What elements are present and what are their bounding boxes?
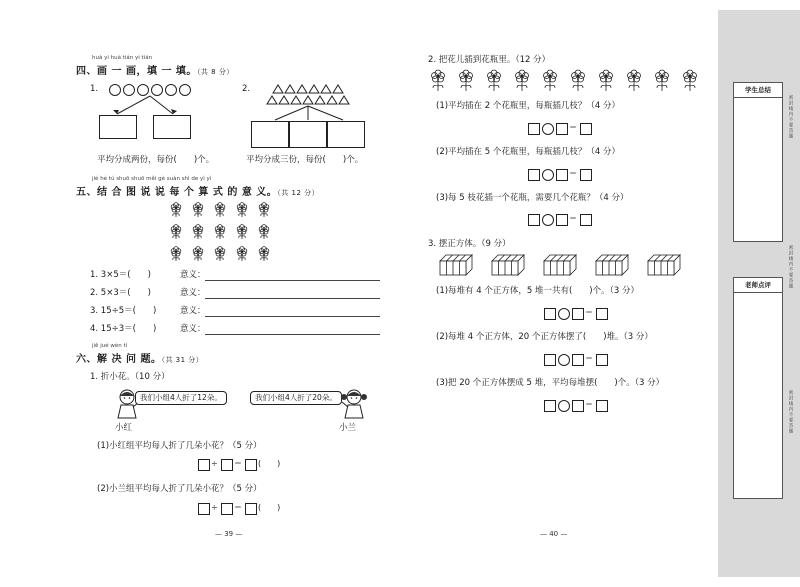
p1q1-eq: ＝	[234, 459, 242, 468]
p3q3-box-3[interactable]	[596, 400, 608, 412]
seal-text-2: 密封线内不要答题	[788, 245, 793, 289]
p1q2-div: ÷	[211, 503, 218, 512]
flower-icon	[432, 70, 697, 91]
circle-icon[interactable]	[558, 400, 570, 412]
problem2-q2: (2)平均插在 5 个花瓶里，每瓶插几枝？（4 分）	[436, 147, 620, 157]
circle-icon[interactable]	[558, 308, 570, 320]
p3q3-box-1[interactable]	[544, 400, 556, 412]
teacher-comment-title: 老师点评	[734, 278, 782, 293]
eq-line-3-meaning: 意义：	[180, 306, 206, 316]
section4-title	[76, 62, 234, 77]
seal-text-1: 密封线内不要答题	[788, 95, 793, 139]
p1q2-box-3[interactable]	[245, 503, 257, 515]
problem3-q1: (1)每堆有 4 个正方体，5 堆一共有( )个。（3 分）	[436, 286, 639, 296]
seal-text-3: 密封线内不要答题	[788, 390, 793, 434]
section6-title-text: 六、解 决 问 题。	[76, 354, 162, 365]
p1q2-box-2[interactable]	[221, 503, 233, 515]
q2-answer-box-3[interactable]	[327, 121, 365, 148]
problem2-title: 2. 把花儿插到花瓶里。（12 分）	[428, 55, 551, 65]
q1-number: 1.	[90, 84, 99, 94]
p3q1-box-2[interactable]	[572, 308, 584, 320]
q1-answer-box-1[interactable]	[99, 115, 137, 139]
problem1-q2: (2)小兰组平均每人折了几朵小花？（5 分）	[97, 484, 262, 494]
q2-text: 平均分成三份，每份( )个。	[246, 155, 364, 165]
p3q3-box-2[interactable]	[572, 400, 584, 412]
section6-title	[76, 350, 203, 365]
section4-score: （共 8 分）	[196, 68, 234, 76]
p3q1-box-3[interactable]	[596, 308, 608, 320]
section5-title	[76, 183, 319, 198]
eq-line-1-answer[interactable]	[205, 280, 380, 281]
section5-title-text: 五、结 合 图 说 说 每 个 算 式 的 意 义。	[76, 187, 278, 198]
problem2-q1: (1)平均插在 2 个花瓶里，每瓶插几枝？（4 分）	[436, 101, 620, 111]
problem3-q2: (2)每堆 4 个正方体，20 个正方体摆了( )堆。（3 分）	[436, 332, 653, 342]
circle-icon[interactable]	[542, 123, 554, 135]
problem3-title: 3. 摆正方体。（9 分）	[428, 239, 511, 249]
p3q3-eq: ＝	[585, 400, 593, 409]
p1q1-box-1[interactable]	[198, 459, 210, 471]
q2-number: 2.	[242, 84, 251, 94]
p2q3-box-1[interactable]	[528, 214, 540, 226]
p2q1-box-1[interactable]	[528, 123, 540, 135]
p1q2-eq: ＝	[234, 503, 242, 512]
p2q2-box-3[interactable]	[580, 169, 592, 181]
p1q1-box-2[interactable]	[221, 459, 233, 471]
section5-pinyin: jié hé tú shuō shuō měi gè suàn shì de yì yì	[92, 176, 212, 182]
p1q1-div: ÷	[211, 459, 218, 468]
section6-score: （共 31 分）	[161, 356, 204, 364]
section5-score: （共 12 分）	[277, 189, 320, 197]
eq-line-1: 1. 3×5＝( )	[90, 270, 151, 280]
problem1-title: 1. 折小花。（10 分）	[90, 372, 170, 382]
p1q2-paren: ( )	[258, 503, 281, 512]
section4-pinyin: huà yi huà tián yi tián	[92, 55, 153, 61]
page-number-left: — 39 —	[215, 530, 243, 538]
p3q2-box-1[interactable]	[544, 354, 556, 366]
girl-icon	[340, 388, 368, 422]
circle-icon[interactable]	[542, 214, 554, 226]
p3q2-box-3[interactable]	[596, 354, 608, 366]
eq-line-4-answer[interactable]	[205, 334, 380, 335]
circle-icon	[110, 85, 191, 96]
speech-bubble-2: 我们小组4人折了20朵。	[250, 391, 342, 405]
eq-line-4: 4. 15÷3＝( )	[90, 324, 157, 334]
p2q1-box-3[interactable]	[580, 123, 592, 135]
p3q1-eq: ＝	[585, 308, 593, 317]
q1-text: 平均分成两份，每份( )个。	[97, 155, 215, 165]
p2q2-box-2[interactable]	[556, 169, 568, 181]
p2q3-eq: ＝	[569, 214, 577, 223]
p2q2-eq: ＝	[569, 169, 577, 178]
student-summary-title: 学生总结	[734, 83, 782, 98]
problem2-q3: (3)每 5 枝花插一个花瓶，需要几个花瓶？（4 分）	[436, 193, 629, 203]
page-number-right: — 40 —	[540, 530, 568, 538]
teacher-comment-box[interactable]	[733, 277, 783, 499]
girl-name-2: 小兰	[339, 423, 357, 433]
p2q3-box-3[interactable]	[580, 214, 592, 226]
problem3-q3: (3)把 20 个正方体摆成 5 堆，平均每堆摆( )个。（3 分）	[436, 378, 665, 388]
q1-answer-box-2[interactable]	[153, 115, 191, 139]
flower-grid	[165, 200, 275, 268]
eq-line-3: 3. 15÷5＝( )	[90, 306, 157, 316]
q2-answer-box-2[interactable]	[289, 121, 327, 148]
p2q1-box-2[interactable]	[556, 123, 568, 135]
flower-icon	[171, 203, 269, 261]
cube-stack-icon	[440, 255, 680, 275]
cube-row	[436, 253, 686, 279]
circle-icon[interactable]	[542, 169, 554, 181]
p3q2-eq: ＝	[585, 354, 593, 363]
section6-pinyin: jiě jué wèn tí	[92, 343, 128, 349]
eq-line-3-answer[interactable]	[205, 316, 380, 317]
speech-bubble-1: 我们小组4人折了12朵。	[135, 391, 227, 405]
q2-diagram	[255, 82, 365, 122]
p3q1-box-1[interactable]	[544, 308, 556, 320]
p1q2-box-1[interactable]	[198, 503, 210, 515]
p1q1-paren: ( )	[258, 459, 281, 468]
girl-name-1: 小红	[115, 423, 133, 433]
p1q1-box-3[interactable]	[245, 459, 257, 471]
eq-line-1-meaning: 意义：	[180, 270, 206, 280]
flower-row	[430, 69, 710, 93]
p3q2-box-2[interactable]	[572, 354, 584, 366]
eq-line-2: 2. 5×3＝( )	[90, 288, 151, 298]
student-summary-box[interactable]	[733, 82, 783, 242]
q2-answer-box-1[interactable]	[251, 121, 289, 148]
circle-icon[interactable]	[558, 354, 570, 366]
eq-line-2-meaning: 意义：	[180, 288, 206, 298]
eq-line-4-meaning: 意义：	[180, 324, 206, 334]
p2q2-box-1[interactable]	[528, 169, 540, 181]
eq-line-2-answer[interactable]	[205, 298, 380, 299]
p2q3-box-2[interactable]	[556, 214, 568, 226]
section4-title-text: 四、画 一 画，填 一 填。	[76, 66, 197, 77]
p2q1-eq: ＝	[569, 123, 577, 132]
problem1-q1: (1)小红组平均每人折了几朵小花？（5 分）	[97, 441, 262, 451]
triangle-icon	[267, 85, 349, 104]
